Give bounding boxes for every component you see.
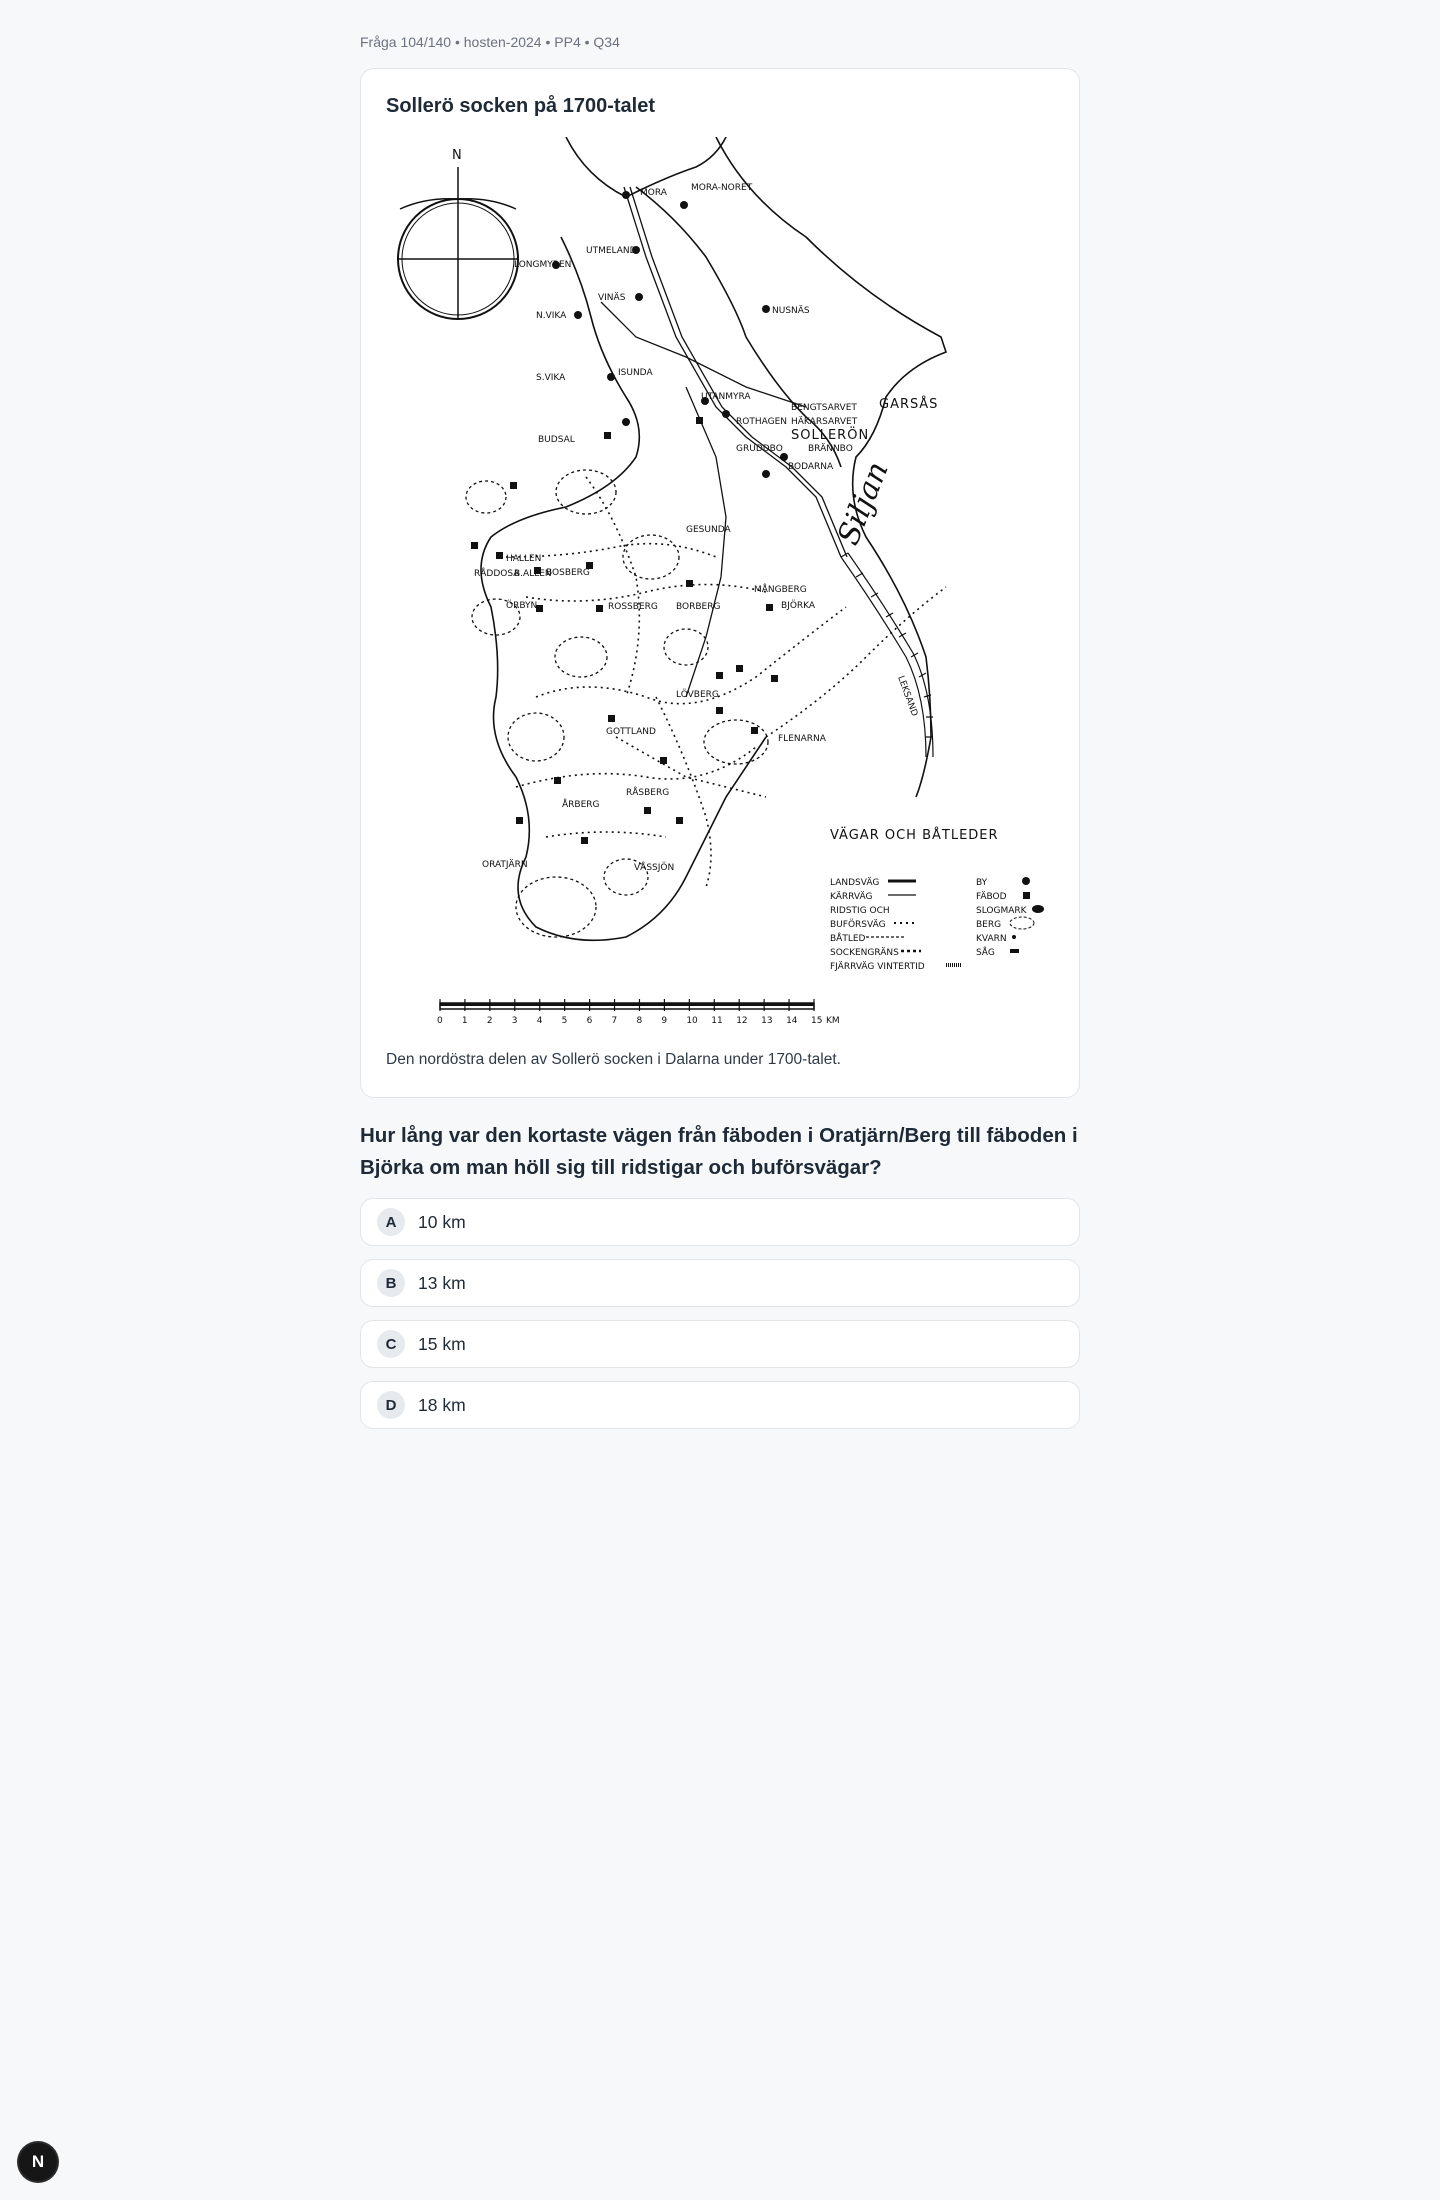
label-orbyn: ÖRBYN bbox=[506, 601, 538, 611]
label-nvika: N.VIKA bbox=[536, 311, 567, 321]
scale-tick-label: 6 bbox=[586, 1016, 593, 1026]
map-drawing bbox=[386, 137, 1054, 1031]
legend-batled: BÅTLED bbox=[830, 934, 866, 944]
scale-tick-label: 1 bbox=[461, 1016, 468, 1026]
label-arberg: ÅRBERG bbox=[562, 800, 600, 810]
label-vassjon: VÅSSJÖN bbox=[634, 863, 675, 873]
label-gottland: GOTTLAND bbox=[606, 727, 656, 737]
legend-ridstig: RIDSTIG OCH bbox=[830, 906, 890, 916]
option-letter: C bbox=[377, 1330, 405, 1358]
scale-tick-label: 15 bbox=[811, 1016, 823, 1026]
legend-slogmark: SLOGMARK bbox=[976, 906, 1027, 916]
label-bosberg: BOSBERG bbox=[546, 568, 590, 578]
scale-tick-label: 13 bbox=[761, 1016, 773, 1026]
label-solleron: SOLLERÖN bbox=[791, 428, 870, 443]
legend-fabod: FÄBOD bbox=[976, 892, 1007, 902]
label-river: LEKSAND bbox=[895, 674, 920, 718]
scale-tick-label: 8 bbox=[636, 1016, 643, 1026]
label-budsal: BUDSAL bbox=[538, 435, 575, 445]
label-b-allen: B.ALLEN bbox=[514, 569, 552, 579]
scale-tick-label: 2 bbox=[486, 1016, 493, 1026]
label-bjorka: BJÖRKA bbox=[781, 601, 816, 611]
label-garsas: GARSÅS bbox=[879, 397, 939, 412]
main-content bbox=[360, 30, 1080, 1442]
label-flenarna: FLENARNA bbox=[778, 734, 826, 744]
label-utanmyra: UTANMYRA bbox=[701, 392, 751, 402]
legend-berg: BERG bbox=[976, 920, 1002, 930]
bridle-paths bbox=[506, 477, 946, 887]
historical-map bbox=[386, 137, 1054, 1031]
option-letter: A bbox=[377, 1208, 405, 1236]
option-text: 13 km bbox=[418, 1272, 466, 1293]
answer-options bbox=[360, 1198, 1080, 1429]
scale-tick-label: 5 bbox=[561, 1016, 568, 1026]
option-letter: B bbox=[377, 1269, 405, 1297]
label-lake: Siljan bbox=[830, 456, 896, 550]
legend-kvarn: KVARN bbox=[976, 934, 1007, 944]
scale-tick-label: 7 bbox=[611, 1016, 618, 1026]
legend-title: VÄGAR OCH BÅTLEDER bbox=[830, 828, 999, 843]
question-text: Hur lång var den kortaste vägen från fäboden i Oratjärn/Berg till fäboden i Björka om man höll sig till ridstigar och buförsvägar? bbox=[360, 1124, 1078, 1179]
label-gruddbo: GRUDDBO bbox=[736, 444, 783, 454]
label-longmyren: LONGMYREN bbox=[514, 260, 572, 270]
label-borberg: BORBERG bbox=[676, 602, 721, 612]
label-bodarna: BODARNA bbox=[788, 462, 834, 472]
label-oratjarn: ORATJÄRN bbox=[482, 860, 528, 870]
option-text: 15 km bbox=[418, 1333, 466, 1354]
label-utmeland: UTMELAND bbox=[586, 246, 637, 256]
label-mangberg: MÅNGBERG bbox=[754, 585, 807, 595]
label-rasberg: RÅSBERG bbox=[626, 788, 670, 798]
label-brannbo: BRÄNNBO bbox=[808, 444, 853, 454]
scale-tick-label: 11 bbox=[711, 1016, 723, 1026]
map-legend bbox=[830, 827, 1044, 972]
place-labels bbox=[474, 183, 938, 873]
legend-by: BY bbox=[976, 878, 988, 888]
figure-caption: Den nordöstra delen av Sollerö socken i Dalarna under 1700-talet. bbox=[386, 1051, 841, 1068]
scale-tick-label: 12 bbox=[736, 1016, 748, 1026]
label-gesunda: GESUNDA bbox=[686, 525, 731, 535]
option-d[interactable] bbox=[360, 1381, 1080, 1429]
scale-tick-label: 4 bbox=[536, 1016, 543, 1026]
label-rossberg: ROSSBERG bbox=[608, 602, 658, 612]
compass-label: N bbox=[452, 148, 463, 163]
scale-tick-label: 14 bbox=[786, 1016, 798, 1026]
legend-fjarrvag: FJÄRRVÄG VINTERTID bbox=[830, 962, 925, 972]
legend-landsvag: LANDSVÄG bbox=[830, 878, 880, 888]
scale-tick-label: 10 bbox=[686, 1016, 698, 1026]
legend-sockengrans: SOCKENGRÄNS bbox=[830, 948, 899, 958]
next-logo-button[interactable]: N bbox=[19, 2143, 57, 2181]
option-letter: D bbox=[377, 1391, 405, 1419]
shoreline bbox=[481, 137, 946, 940]
option-text: 10 km bbox=[418, 1211, 466, 1232]
label-hallen: HALLEN bbox=[506, 554, 542, 564]
label-mora: MORA bbox=[640, 188, 667, 198]
label-mora-noret: MORA-NORET bbox=[691, 183, 753, 193]
label-vinas: VINÄS bbox=[598, 293, 626, 303]
scale-tick-label: 9 bbox=[661, 1016, 668, 1026]
scale-bar bbox=[437, 999, 840, 1026]
label-rothagen: ROTHAGEN bbox=[736, 417, 787, 427]
legend-buforsvag: BUFÖRSVÄG bbox=[830, 920, 886, 930]
question-meta: Fråga 104/140 • hosten-2024 • PP4 • Q34 bbox=[360, 34, 620, 50]
label-raddosa: RÅDDOSA bbox=[474, 569, 520, 579]
river bbox=[841, 553, 933, 757]
scale-tick-label: 3 bbox=[511, 1016, 518, 1026]
legend-karrvag: KÄRRVÄG bbox=[830, 892, 873, 902]
label-svika: S.VIKA bbox=[536, 373, 566, 383]
label-nusnas: NUSNÄS bbox=[772, 306, 810, 316]
option-b[interactable] bbox=[360, 1259, 1080, 1307]
option-c[interactable] bbox=[360, 1320, 1080, 1368]
label-hakarsarvet: HÄKARSARVET bbox=[791, 417, 858, 427]
scale-unit: KM bbox=[826, 1016, 840, 1026]
figure-card bbox=[360, 68, 1080, 1098]
legend-sag: SÅG bbox=[976, 948, 995, 958]
village-markers bbox=[552, 191, 788, 478]
label-bengtsarvet: BENGTSARVET bbox=[791, 403, 857, 413]
scale-tick-label: 0 bbox=[437, 1016, 443, 1026]
option-text: 18 km bbox=[418, 1394, 466, 1415]
label-lovberg: LÖVBERG bbox=[676, 690, 719, 700]
option-a[interactable] bbox=[360, 1198, 1080, 1246]
compass-rose bbox=[398, 148, 518, 319]
figure-title: Sollerö socken på 1700-talet bbox=[386, 95, 656, 117]
label-isunda: ISUNDA bbox=[618, 368, 653, 378]
